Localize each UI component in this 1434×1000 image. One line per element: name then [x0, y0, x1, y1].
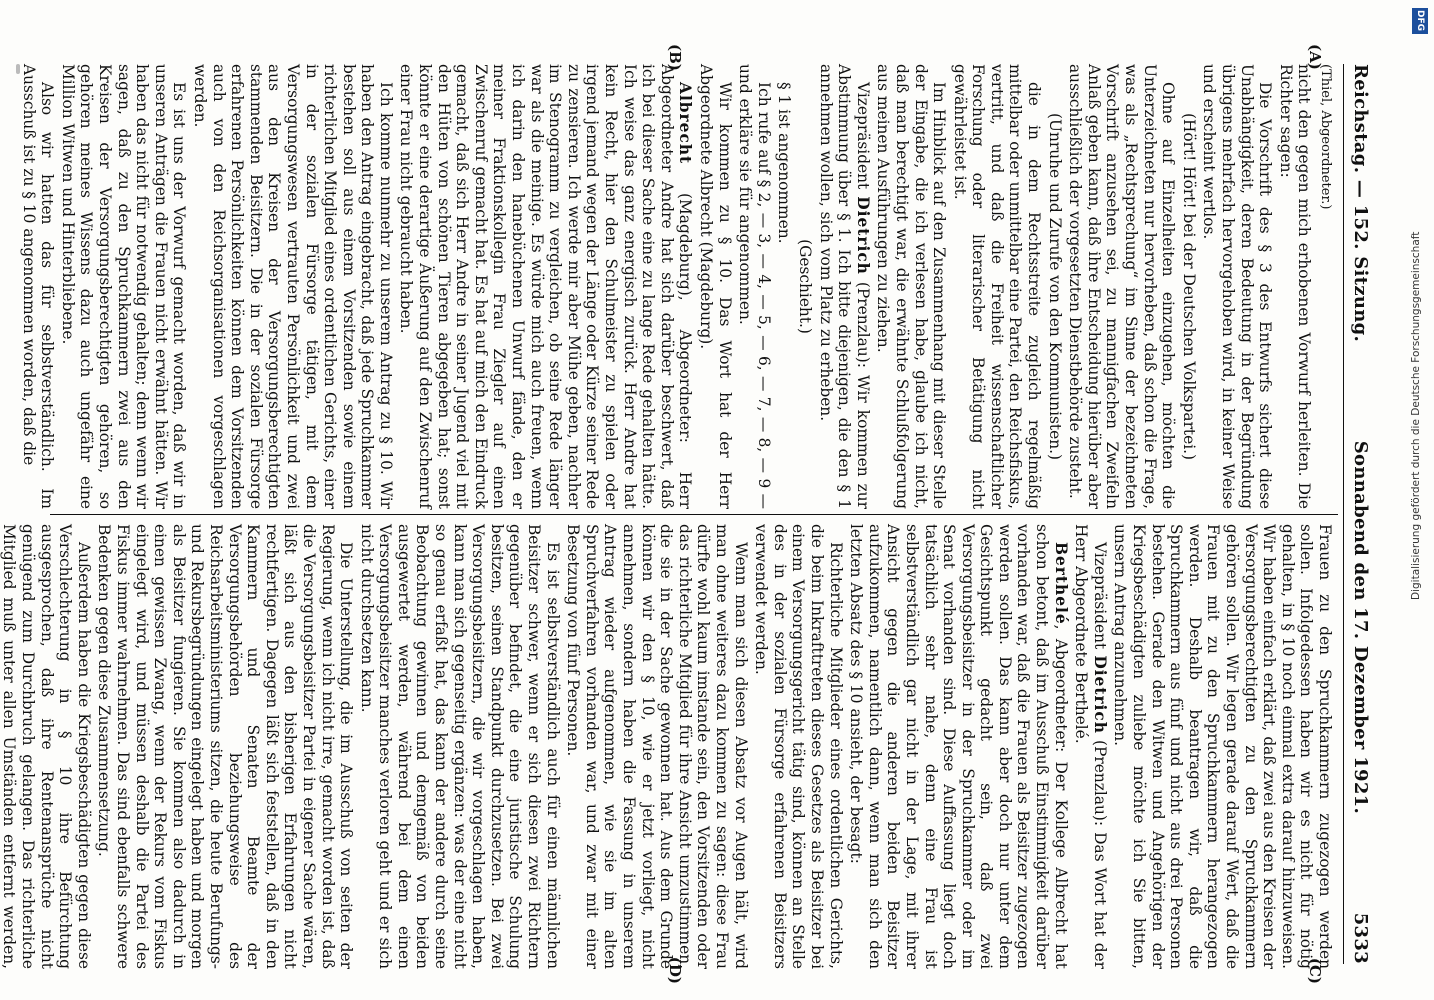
- page-number: 5333: [1350, 912, 1372, 964]
- header-date: Sonnabend den 17. Dezember 1921.: [1350, 440, 1372, 815]
- paragraph: Wir kommen zu § 10. Das Wort hat der Herr Abgeordnete Albrecht (Magdeburg).: [697, 64, 734, 509]
- interjection: (Unruhe und Zurufe von den Kommunisten.): [1045, 112, 1064, 461]
- paragraph: Ich rufe auf § 2, — 3, — 4, — 5, — 6, — 7, — 8, — 9 — und erkläre sie für angenommen.: [736, 64, 773, 509]
- paragraph: Es ist uns der Vorwurf gemacht worden, daß wir in unseren Anträgen die Frauen nicht erwähnt hätten. Wir haben das nicht für notwendig gehalten; denn wenn wir sagen, daß zu den Spruchkammern zwei aus den Kreisen der Versorgungsberechtigten gehören, so gehören meines Wissens dazu auch ungefähr eine Million Witwen und Hinterbliebene.: [58, 64, 189, 509]
- paragraph: Wenn man sich diesen Absatz vor Augen hält, wird man ohne weiteres dazu kommen zu sagen: diese Frau dürfte wohl kaum imstande sein, den Vorsitzenden oder das richterliche Mitglied für ihre Ansicht umzustimmen, die sie in der Sache gewonnen hat. Aus dem Grunde können wir den § 10, wie er jetzt vorliegt, nicht annehmen, sondern haben die Fassung in unserem Antrag wieder aufgenommen, wie sie im alten Spruchverfahren vorhanden war, und zwar mit einer Besetzung von fünf Personen.: [564, 524, 750, 969]
- header-rule: [1343, 64, 1344, 964]
- interjection: (Hört! Hört! bei der Deutschen Volkspartei.): [1179, 112, 1198, 461]
- left-column: [19, 64, 1334, 509]
- paragraph: Es ist selbstverständlich auch für einen männlichen Beisitzer schwer, wenn er sich diesen zwei Richtern gegenüber befindet, die eine juristische Schulung besitzen, seinen Standpunkt durchzusetzen. Bei zwei Versorgungsbeisitzern, die wir vorgeschlagen haben, kann man sich gegenseitig ergänzen: was der eine nicht so genau erfaßt hat, das kann der andere durch seine Beobachtung gewinnen und demgemäß von beiden ausgewertet werden, während bei dem einen Versorgungsbeisitzer manches verloren geht und er sich nicht durchsetzen kann.: [357, 524, 562, 969]
- paragraph: Berthelé, Abgeordneter: Der Kollege Albrecht hat schon betont, daß im Ausschuß Einstimmigkeit darüber vorhanden war, daß die Frauen als Beisitzer zugezogen werden sollen. Das kann aber doch nur unter dem Gesichtspunkt gedacht sein, daß zwei Versorgungsbeisitzer in der Spruchkammer oder im Senat vorhanden sind. Diese Auffassung liegt doch tatsächlich sehr nahe, denn eine Frau ist selbstverständlich gar nicht in der Lage, mit ihrer Ansicht gegen die anderen beiden Beisitzer aufzukommen, namentlich dann, wenn man sich den letzten Absatz des § 10 ansieht, der besagt:: [847, 524, 1070, 969]
- paragraph: Albrecht (Magdeburg), Abgeordneter: Herr Abgeordneter Andre hat sich darüber beschwert, daß ich bei dieser Sache eine zu lange Rede gehalten hätte. Ich weise das ganz energisch zurück. Herr Andre hat kein Recht, hier den Schulmeister zu spielen oder irgend jemand wegen der Länge oder Kürze seiner Rede zu zensieren. Ich werde mir aber Mühe geben, nachher im Stenogramm zu vergleichen, ob seine Rede länger war als die meinige. Es würde mich auch freuen, wenn ich darin den hanebüchenen Unwurf fände, den er meiner Fraktionskollegin Frau Ziegler auf einen Zwischenruf gemacht hat. Es hat auf mich den Eindruck gemacht, daß sich Herr Andre in seiner Jugend viel mit den Hüten von schönen Tieren abgegeben hat; sonst könnte er eine derartige Äußerung auf den Zwischenruf einer Frau nicht gebraucht haben.: [397, 64, 695, 509]
- paragraph: Vizepräsident Dietrich (Prenzlau): Das Wort hat der Herr Abgeordnete Berthelé.: [1072, 524, 1109, 970]
- interjection: (Geschieht.): [795, 239, 814, 334]
- paragraph: Im Hinblick auf den Zusammenhang mit dieser Stelle der Eingabe, die ich verlesen habe, glaube ich nicht, daß man berechtigt war, die erwähnte Schlußfolgerung aus meinen Ausführungen zu ziehen.: [874, 64, 949, 509]
- paragraph: Frauen zu den Spruchkammern zugezogen werden sollen. Infolgedessen haben wir es nicht für nötig gehalten, in § 10 noch einmal extra darauf hinzuweisen. Wir haben einfach erklärt, daß zwei aus den Kreisen der Versorgungsberechtigten zu den Spruchkammern gehören sollen. Wir legen gerade darauf Wert, daß die Frauen mit zu den Spruchkammern herangezogen werden. Deshalb beantragen wir, daß die Spruchkammern aus fünf und nicht aus drei Personen bestehen. Gerade den Witwen und Angehörigen der Kriegsbeschädigten zuliebe möchte ich Sie bitten, unsern Antrag anzunehmen.: [1111, 524, 1334, 969]
- speaker-label: (Thiel, Abgeordneter.): [1318, 64, 1333, 210]
- paragraph: die in dem Rechtsstreite zugleich regelmäßig mittelbar oder unmittelbar eine Partei, den Reichsfiskus, vertritt, und daß die Freiheit wissenschaftlicher Forschung oder literarischer Betätigung nicht gewährleistet ist.: [950, 64, 1044, 509]
- rotated-scan: [0, 44, 1384, 984]
- paragraph: § 1 ist angenommen.: [775, 82, 794, 244]
- paragraph: nicht den gegen mich erhobenen Vorwurf herleiten. Die Richter sagen:: [1276, 64, 1314, 509]
- margin-marker-a: (A): [1306, 44, 1324, 70]
- margin-marker-b: (B): [666, 44, 684, 71]
- dfg-logo: DFG: [1412, 8, 1428, 34]
- paragraph: Ohne auf Einzelheiten einzugehen, möchten die Unterzeichneten nur hervorheben, daß schon die Frage, was als „Rechtsprechung“ im Sinne der bezeichneten Vorschrift anzusehen sei, zu mannigfachen Zweifeln Anlaß geben kann, daß ihre Entscheidung hierüber aber ausschließlich der vorgesetzten Dienstbehörde zusteht.: [1066, 64, 1178, 509]
- paragraph: Ich komme nunmehr zu unserem Antrag zu § 10. Wir haben den Antrag eingebracht, daß jede Spruchkammer bestehen soll aus einem Vorsitzenden sowie einem richterlichen Mitglied eines ordentlichen Gerichts, einer in der sozialen Fürsorge tätigen, mit dem Versorgungswesen vertrauten Persönlichkeit und zwei aus den Kreisen der Versorgungsberechtigten stammenden Beisitzern. Die in der sozialen Fürsorge erfahrenen Persönlichkeiten können dem Vorsitzenden auch von den Reichsorganisationen vorgeschlagen werden.: [190, 64, 395, 509]
- margin-marker-c: (C): [1306, 957, 1324, 984]
- paragraph: Vizepräsident Dietrich (Prenzlau): Wir kommen zur Abstimmung über § 1. Ich bitte diejenigen, die den § 1 annehmen wollen, sich vom Platz zu erheben.: [816, 64, 872, 509]
- header-left: Reichstag. — 152. Sitzung.: [1350, 64, 1372, 343]
- margin-marker-d: (D): [666, 956, 684, 984]
- paragraph: Die Vorschrift des § 3 des Entwurfs sichert diese Unabhängigkeit, deren Bedeutung in der Begründung übrigens mehrfach hervorgehoben wird, in keiner Weise und erscheint wertlos.: [1200, 64, 1275, 509]
- paragraph: Die Unterstellung, die im Ausschuß von seiten der Regierung, wenn ich nicht irre, gemacht worden ist, daß die Versorgungsbeisitzer Partei in eigener Sache wären, läßt sich aus den bisherigen Erfahrungen nicht rechtfertigen. Dagegen läßt sich feststellen, daß in den Kammern und Senaten Beamte der Versorgungsbehörden beziehungsweise des Reichsarbeitsministeriums sitzen, die heute Berufungs- und Rekursbegründungen eingelegt haben und morgen als Beisitzer fungieren. Sie kommen also dadurch in einen gewissen Zwang, wenn der Rekurs vom Fiskus eingelegt wird, und müssen deshalb die Partei des Fiskus immer wahrnehmen. Das sind ebenfalls schwere Bedenken gegen diese Zusammensetzung.: [95, 524, 356, 969]
- column-separator: [50, 514, 1338, 515]
- page-header: [1344, 64, 1378, 964]
- funding-note: Digitalisierung gefördert durch die Deutsche Forschungsgemeinschaft: [1410, 231, 1422, 600]
- paragraph: Außerdem haben die Kriegsbeschädigten gegen diese Verschlechterung in § 10 ihre Befürchtung ausgesprochen, daß ihre Rentenansprüche nicht genügend zum Durchbruch gelangen. Das richterliche Mitglied muß unter allen Umständen entfernt werden,: [0, 524, 93, 969]
- paragraph: Also wir hatten das für selbstverständlich. Im Ausschuß ist zu § 10 angenommen worden, daß die: [19, 64, 57, 509]
- paragraph: Richterliche Mitglieder eines ordentlichen Gerichts, die beim Inkrafttreten dieses Gesetzes als Beisitzer bei einem Versorgungsgericht tätig sind, können an Stelle des in der sozialen Fürsorge erfahrenen Beisitzers verwendet werden.: [752, 524, 845, 969]
- right-column: [0, 524, 1334, 970]
